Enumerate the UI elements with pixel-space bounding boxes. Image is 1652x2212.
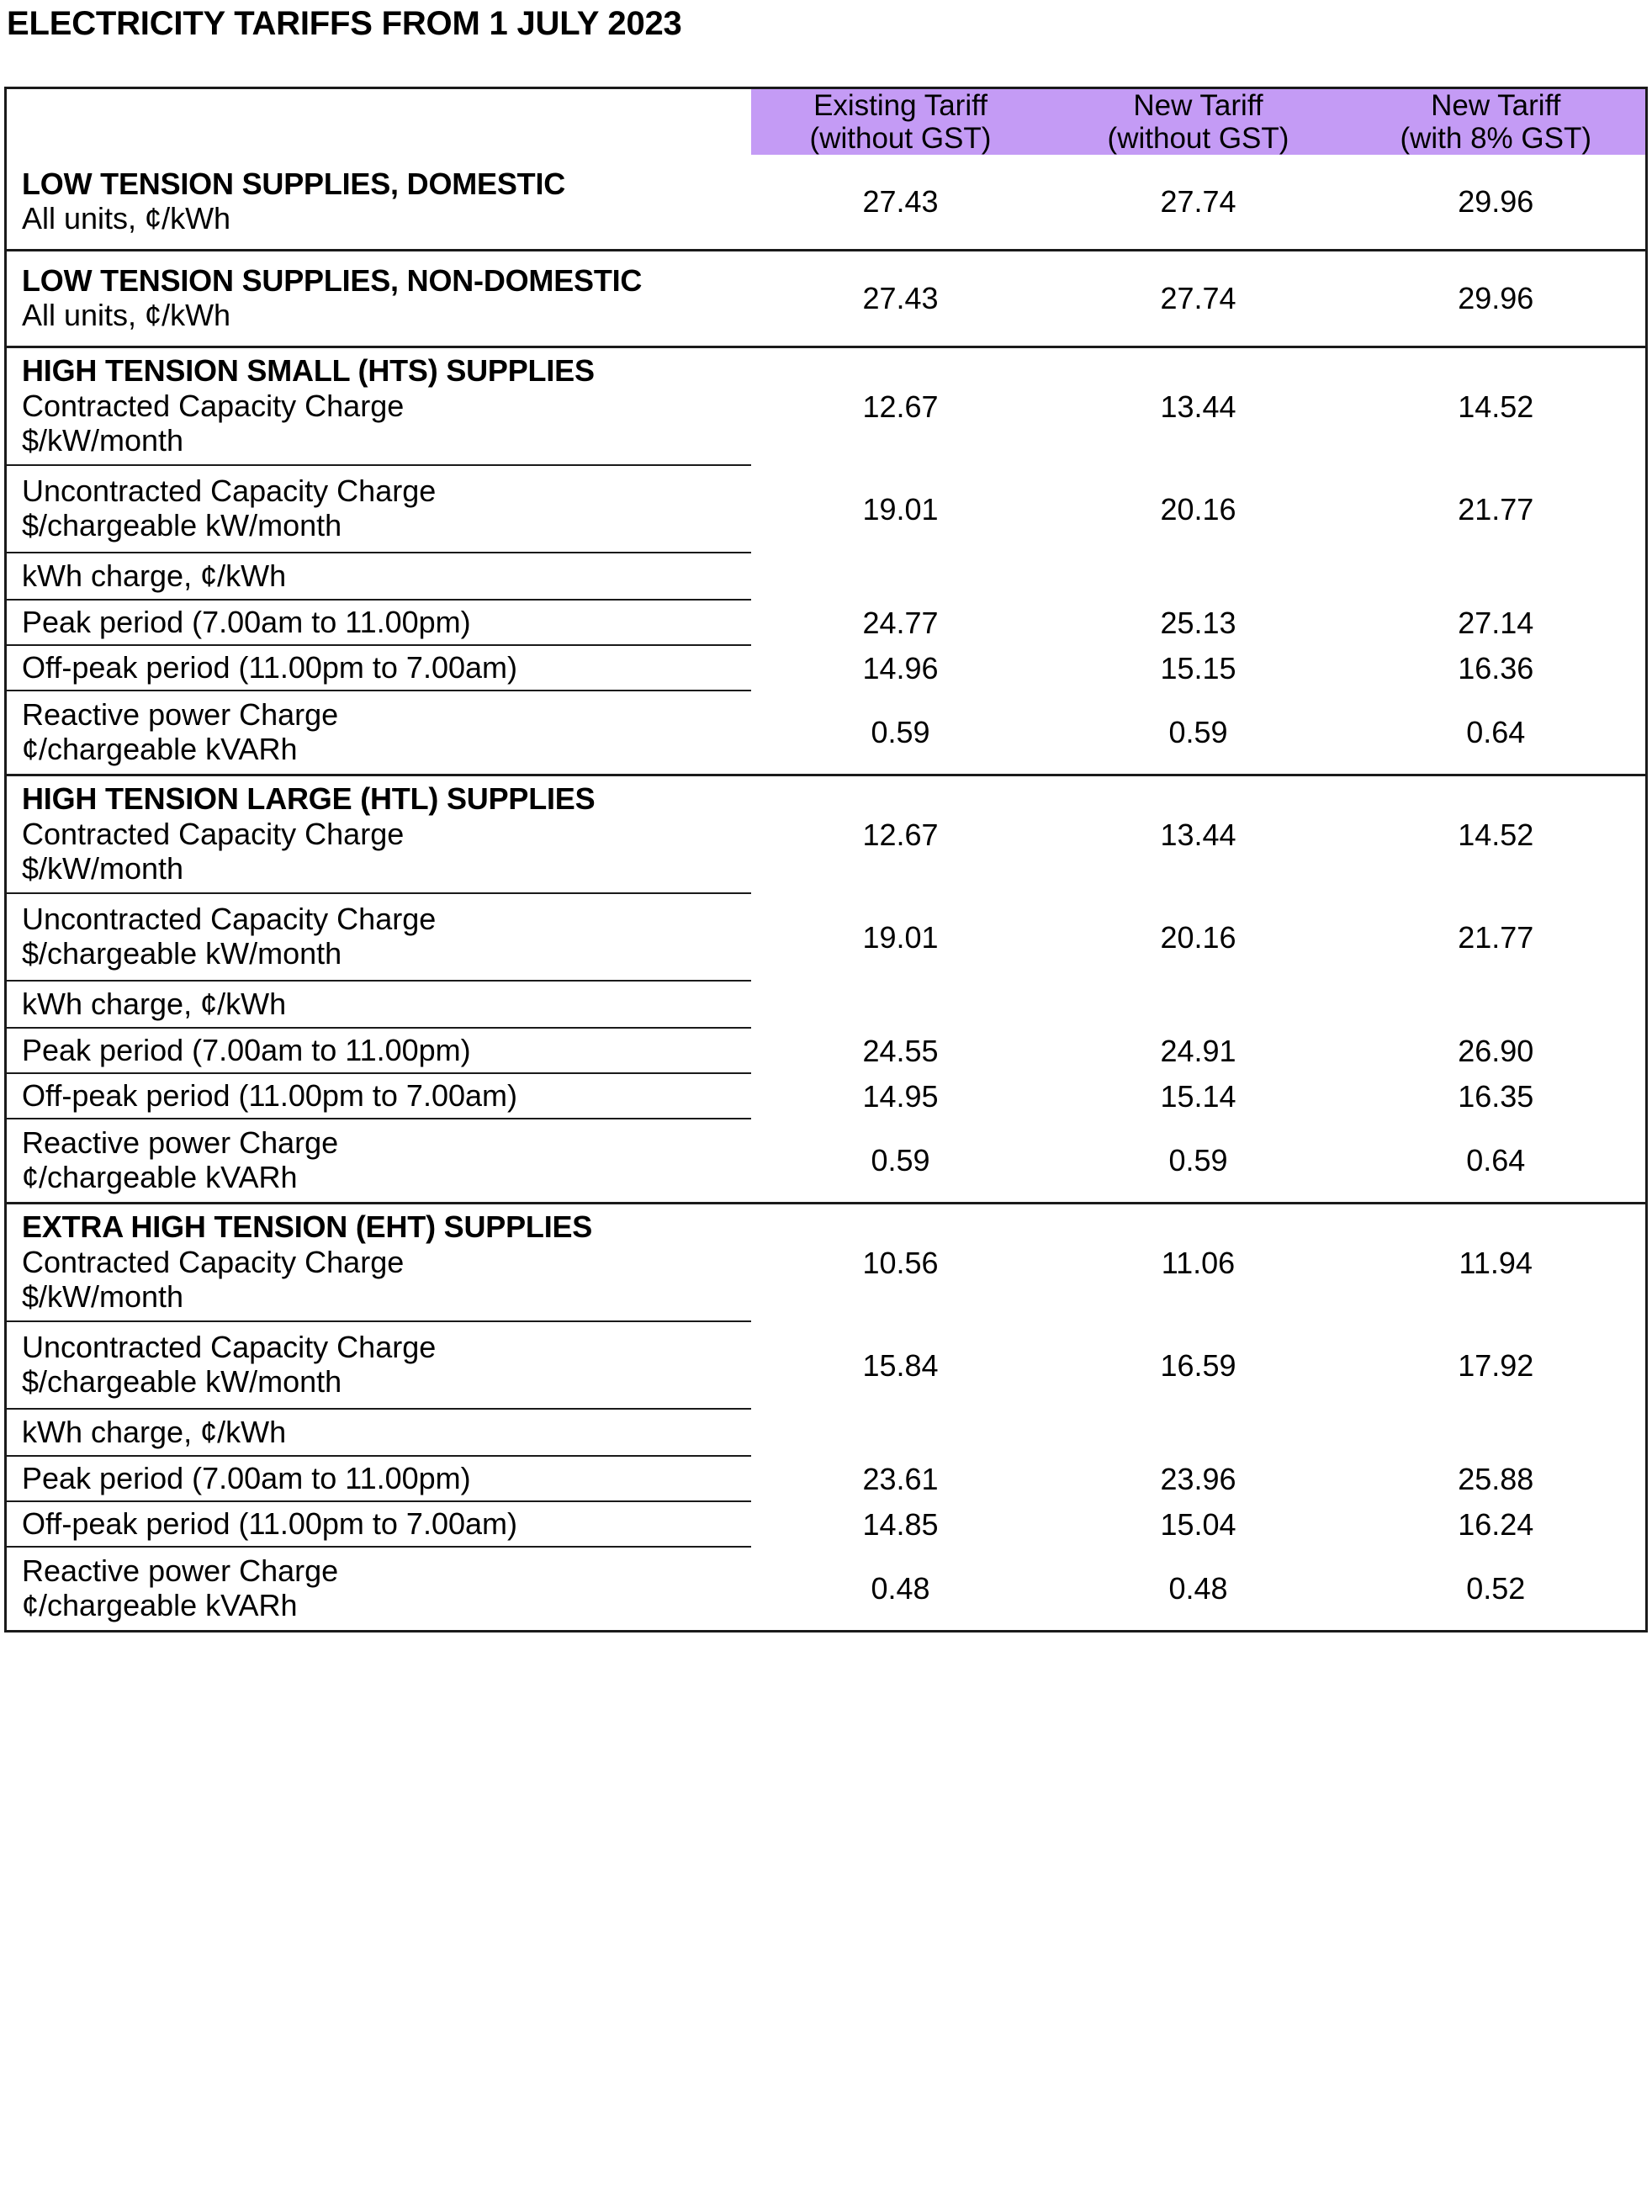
value-stack: [1347, 251, 1646, 346]
value-stack: [751, 776, 1051, 1202]
table-cell-value: 19.01: [862, 920, 939, 955]
table-row-label: [7, 1029, 751, 1074]
table-cell-value: 0.64: [1466, 715, 1526, 750]
table-cell-value: 24.55: [862, 1034, 939, 1069]
table-row-label: [7, 553, 751, 601]
section-value-cell-col1: [751, 251, 1051, 347]
table-row-label: [7, 466, 751, 553]
table-cell-value: 15.84: [862, 1348, 939, 1384]
section-value-cell-col3: [1347, 775, 1647, 1204]
table-header: [6, 88, 1647, 156]
table-cell-value: [1051, 1410, 1347, 1457]
table-cell-value: 24.91: [1160, 1034, 1236, 1069]
row-subline: Off-peak period (11.00pm to 7.00am): [22, 1506, 517, 1541]
section-value-cell-col3: [1347, 251, 1647, 347]
table-cell-value: 12.67: [862, 389, 939, 425]
value-stack: [1051, 251, 1347, 346]
value-stack: [751, 1204, 1051, 1630]
table-cell-value: 29.96: [1458, 281, 1534, 316]
table-cell-value: [1347, 1410, 1646, 1457]
section-value-cell-col2: [1051, 1204, 1347, 1632]
value-stack: [1051, 776, 1347, 1202]
header-new-tariff-with-gst: [1347, 88, 1647, 156]
value-stack: [751, 251, 1051, 346]
value-stack: [751, 155, 1051, 249]
row-subline: Contracted Capacity Charge: [22, 816, 405, 851]
table-cell-value: [1347, 982, 1646, 1029]
table-cell-value: 20.16: [1160, 920, 1236, 955]
table-cell-value: 16.36: [1458, 651, 1534, 686]
table-cell-value: 14.96: [862, 651, 939, 686]
table-section-lt-non-domestic: [6, 251, 1647, 347]
table-row-label: [7, 1502, 751, 1548]
table-cell-value: [751, 553, 1051, 601]
table-row-label: [7, 1204, 751, 1322]
table-cell-value: 23.61: [862, 1462, 939, 1497]
section-value-cell-col1: [751, 1204, 1051, 1632]
table-cell-value: 0.64: [1466, 1143, 1526, 1178]
table-cell-value: [751, 1410, 1051, 1457]
row-subline: Peak period (7.00am to 11.00pm): [22, 1032, 471, 1067]
label-stack: [7, 1204, 751, 1630]
value-stack: [751, 348, 1051, 774]
section-value-cell-col2: [1051, 775, 1347, 1204]
section-label-cell: [6, 347, 751, 775]
section-value-cell-col1: [751, 347, 1051, 775]
table-cell-value: 11.94: [1459, 1246, 1533, 1281]
table-row-label: [7, 1119, 751, 1202]
value-stack: [1051, 348, 1347, 774]
table-row-label: [7, 1548, 751, 1630]
header-new-tariff-with-gst-line2: (with 8% GST): [1400, 122, 1592, 156]
row-subline: $/kW/month: [22, 423, 184, 458]
table-cell-value: 14.52: [1458, 389, 1534, 425]
row-subline: $/chargeable kW/month: [22, 508, 342, 543]
table-section-hts: [6, 347, 1647, 775]
table-cell-value: 17.92: [1458, 1348, 1534, 1384]
row-subline: ¢/chargeable kVARh: [22, 1160, 298, 1195]
table-cell-value: 25.13: [1160, 606, 1236, 641]
table-cell-value: 29.96: [1458, 184, 1534, 220]
section-label-cell: [6, 251, 751, 347]
table-cell-value: [1051, 982, 1347, 1029]
table-section-htl: [6, 775, 1647, 1204]
table-cell-value: 27.74: [1160, 281, 1236, 316]
page-title: ELECTRICITY TARIFFS FROM 1 JULY 2023: [7, 5, 682, 42]
header-existing-tariff-line2: (without GST): [809, 122, 992, 156]
value-stack: [1347, 348, 1646, 774]
header-new-tariff-without-gst-line1: New Tariff: [1133, 89, 1263, 122]
table-cell-value: 0.48: [1168, 1571, 1228, 1606]
label-stack: [7, 776, 751, 1202]
row-subline: ¢/chargeable kVARh: [22, 1588, 298, 1623]
header-existing-tariff-line1: Existing Tariff: [813, 89, 987, 122]
table-cell-value: 19.01: [862, 492, 939, 527]
section-value-cell-col1: [751, 155, 1051, 251]
header-new-tariff-with-gst-line1: New Tariff: [1431, 89, 1561, 122]
table-cell-value: 0.59: [1168, 715, 1228, 750]
section-value-cell-col2: [1051, 347, 1347, 775]
row-subline: All units, ¢/kWh: [22, 201, 231, 236]
table-row-label: [7, 894, 751, 982]
table-cell-value: 16.24: [1458, 1507, 1534, 1543]
row-subline: kWh charge, ¢/kWh: [22, 1414, 287, 1449]
row-subline: Reactive power Charge: [22, 696, 339, 732]
table-cell-value: 27.43: [862, 281, 939, 316]
table-cell-value: 16.35: [1458, 1079, 1534, 1114]
table-cell-value: 0.52: [1466, 1571, 1526, 1606]
label-stack: [7, 251, 751, 346]
row-subline: Contracted Capacity Charge: [22, 388, 405, 423]
section-value-cell-col2: [1051, 155, 1347, 251]
table-section-lt-domestic: [6, 155, 1647, 251]
table-cell-value: 0.59: [871, 715, 930, 750]
header-row: [6, 88, 1647, 156]
table-row-label: [7, 601, 751, 646]
table-cell-value: 15.14: [1160, 1079, 1236, 1114]
table-cell-value: 16.59: [1160, 1348, 1236, 1384]
row-subline: kWh charge, ¢/kWh: [22, 986, 287, 1021]
table-row-label: [7, 1457, 751, 1502]
row-subline: Off-peak period (11.00pm to 7.00am): [22, 1077, 517, 1113]
table-cell-value: 21.77: [1458, 492, 1534, 527]
table-cell-value: [1347, 553, 1646, 601]
row-subline: kWh charge, ¢/kWh: [22, 558, 287, 593]
row-subline: Off-peak period (11.00pm to 7.00am): [22, 649, 517, 685]
table-cell-value: 0.48: [871, 1571, 930, 1606]
table-row-label: [7, 348, 751, 466]
table-cell-value: 0.59: [1168, 1143, 1228, 1178]
row-subline: $/chargeable kW/month: [22, 1364, 342, 1400]
table-cell-value: 27.43: [862, 184, 939, 220]
table-row-label: [7, 1322, 751, 1410]
value-stack: [1051, 1204, 1347, 1630]
electricity-tariff-table: [4, 87, 1648, 1633]
category-title: EXTRA HIGH TENSION (EHT) SUPPLIES: [22, 1209, 593, 1244]
table-cell-value: 24.77: [862, 606, 939, 641]
table-cell-value: 0.59: [871, 1143, 930, 1178]
row-subline: Contracted Capacity Charge: [22, 1244, 405, 1279]
table-cell-value: 15.15: [1160, 651, 1236, 686]
row-subline: $/kW/month: [22, 1279, 184, 1315]
table-cell-value: 14.95: [862, 1079, 939, 1114]
table-row-label: [7, 1410, 751, 1457]
category-title: LOW TENSION SUPPLIES, DOMESTIC: [22, 166, 566, 201]
table-cell-value: 20.16: [1160, 492, 1236, 527]
category-title: HIGH TENSION LARGE (HTL) SUPPLIES: [22, 781, 596, 816]
table-row-label: [7, 155, 751, 249]
table-row-label: [7, 691, 751, 774]
header-new-tariff-without-gst-line2: (without GST): [1107, 122, 1289, 156]
row-subline: Uncontracted Capacity Charge: [22, 473, 437, 508]
header-new-tariff-without-gst: [1051, 88, 1347, 156]
section-value-cell-col3: [1347, 1204, 1647, 1632]
row-subline: $/chargeable kW/month: [22, 936, 342, 971]
category-title: LOW TENSION SUPPLIES, NON-DOMESTIC: [22, 262, 643, 298]
table-cell-value: 10.56: [862, 1246, 939, 1281]
section-label-cell: [6, 775, 751, 1204]
table-cell-value: 12.67: [862, 818, 939, 853]
table-cell-value: 13.44: [1160, 818, 1236, 853]
table-cell-value: [751, 982, 1051, 1029]
category-title: HIGH TENSION SMALL (HTS) SUPPLIES: [22, 352, 595, 388]
row-subline: Reactive power Charge: [22, 1553, 339, 1588]
section-value-cell-col3: [1347, 155, 1647, 251]
table-cell-value: 21.77: [1458, 920, 1534, 955]
row-subline: All units, ¢/kWh: [22, 298, 231, 333]
table-section-eht: [6, 1204, 1647, 1632]
table-cell-value: [1051, 553, 1347, 601]
row-subline: Uncontracted Capacity Charge: [22, 901, 437, 936]
section-value-cell-col1: [751, 775, 1051, 1204]
row-subline: Reactive power Charge: [22, 1125, 339, 1160]
table-cell-value: 23.96: [1160, 1462, 1236, 1497]
section-label-cell: [6, 155, 751, 251]
section-label-cell: [6, 1204, 751, 1632]
row-subline: $/kW/month: [22, 851, 184, 886]
table-cell-value: 27.14: [1458, 606, 1534, 641]
table-row-label: [7, 776, 751, 894]
label-stack: [7, 155, 751, 249]
value-stack: [1051, 155, 1347, 249]
table-row-label: [7, 1074, 751, 1119]
value-stack: [1347, 1204, 1646, 1630]
table-cell-value: 26.90: [1458, 1034, 1534, 1069]
table-row-label: [7, 251, 751, 346]
value-stack: [1347, 776, 1646, 1202]
header-blank-cell: [6, 88, 751, 156]
label-stack: [7, 348, 751, 774]
table-body: [6, 155, 1647, 1632]
table-cell-value: 27.74: [1160, 184, 1236, 220]
row-subline: Peak period (7.00am to 11.00pm): [22, 1460, 471, 1495]
table-cell-value: 14.85: [862, 1507, 939, 1543]
table-cell-value: 25.88: [1458, 1462, 1534, 1497]
table-cell-value: 13.44: [1160, 389, 1236, 425]
table-row-label: [7, 646, 751, 691]
section-value-cell-col3: [1347, 347, 1647, 775]
table-cell-value: 15.04: [1160, 1507, 1236, 1543]
header-existing-tariff: [751, 88, 1051, 156]
table-cell-value: 11.06: [1161, 1246, 1236, 1281]
table-cell-value: 14.52: [1458, 818, 1534, 853]
table-row-label: [7, 982, 751, 1029]
row-subline: Uncontracted Capacity Charge: [22, 1329, 437, 1364]
row-subline: Peak period (7.00am to 11.00pm): [22, 604, 471, 639]
section-value-cell-col2: [1051, 251, 1347, 347]
row-subline: ¢/chargeable kVARh: [22, 732, 298, 767]
value-stack: [1347, 155, 1646, 249]
